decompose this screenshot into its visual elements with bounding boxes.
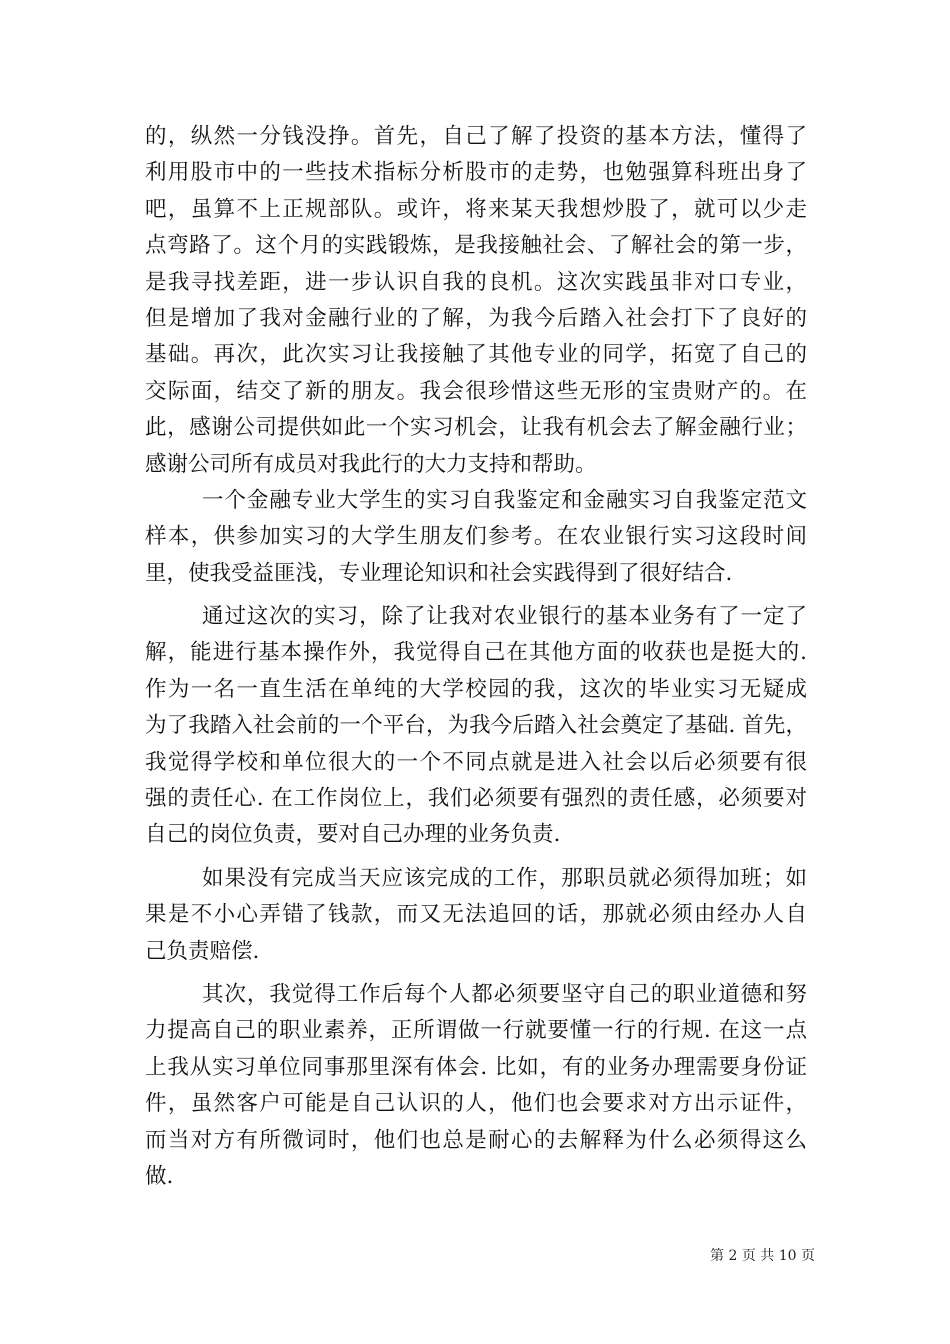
paragraph [145,861,807,970]
text-line: 是我寻找差距，进一步认识自我的良机。这次实践虽非对口专业， [145,269,807,295]
paragraph [145,977,807,1195]
text-line: 吧，虽算不上正规部队。或许，将来某天我想炒股了，就可以少走 [145,196,807,222]
paragraph [145,119,807,483]
text-line: 自己的岗位负责，要对自己办理的业务负责. [145,822,561,848]
paragraph-gap [145,592,807,599]
text-line: 我觉得学校和单位很大的一个不同点就是进入社会以后必须要有很 [145,749,807,775]
text-line: 感谢公司所有成员对我此行的大力支持和帮助。 [145,451,597,477]
paragraph-gap [145,854,807,861]
text-line: 解，能进行基本操作外，我觉得自己在其他方面的收获也是挺大的. [145,640,807,666]
text-line: 其次，我觉得工作后每个人都必须要坚守自己的职业道德和努 [202,981,807,1007]
page-number-footer: 第 2 页 共 10 页 [710,1248,815,1264]
text-line: 通过这次的实习，除了让我对农业银行的基本业务有了一定了 [202,604,807,630]
text-line: 如果没有完成当天应该完成的工作，那职员就必须得加班；如 [202,865,807,891]
text-line: 强的责任心. 在工作岗位上，我们必须要有强烈的责任感，必须要对 [145,786,807,812]
text-line: 而当对方有所微词时，他们也总是耐心的去解释为什么必须得这么 [145,1127,807,1153]
text-line: 己负责赔偿. [145,938,260,964]
text-line: 基础。再次，此次实习让我接触了其他专业的同学，拓宽了自己的 [145,342,807,368]
text-line: 作为一名一直生活在单纯的大学校园的我，这次的毕业实习无疑成 [145,676,807,702]
text-line: 件，虽然客户可能是自己认识的人，他们也会要求对方出示证件， [145,1091,807,1117]
text-line: 力提高自己的职业素养，正所谓做一行就要懂一行的行规. 在这一点 [145,1018,807,1044]
text-line: 做. [145,1163,174,1189]
text-line: 里，使我受益匪浅，专业理论知识和社会实践得到了很好结合. [145,560,733,586]
text-line: 样本，供参加实习的大学生朋友们参考。在农业银行实习这段时间 [145,524,807,550]
text-line: 此，感谢公司提供如此一个实习机会，让我有机会去了解金融行业； [145,415,807,441]
text-line: 点弯路了。这个月的实践锻炼，是我接触社会、了解社会的第一步， [145,233,807,259]
text-line: 上我从实习单位同事那里深有体会. 比如，有的业务办理需要身份证 [145,1054,807,1080]
text-line: 的，纵然一分钱没挣。首先，自己了解了投资的基本方法，懂得了 [145,124,807,149]
paragraph-gap [145,970,807,977]
text-line: 一个金融专业大学生的实习自我鉴定和金融实习自我鉴定范文 [202,487,807,513]
document-body [145,119,807,1195]
text-line: 交际面，结交了新的朋友。我会很珍惜这些无形的宝贵财产的。在 [145,378,807,404]
paragraph [145,483,807,592]
text-line: 为了我踏入社会前的一个平台，为我今后踏入社会奠定了基础. 首先， [145,713,807,739]
paragraph [145,599,807,854]
text-line: 利用股市中的一些技术指标分析股市的走势，也勉强算科班出身了 [145,160,807,186]
text-line: 果是不小心弄错了钱款，而又无法追回的话，那就必须由经办人自 [145,902,807,928]
text-line: 但是增加了我对金融行业的了解，为我今后踏入社会打下了良好的 [145,305,807,331]
